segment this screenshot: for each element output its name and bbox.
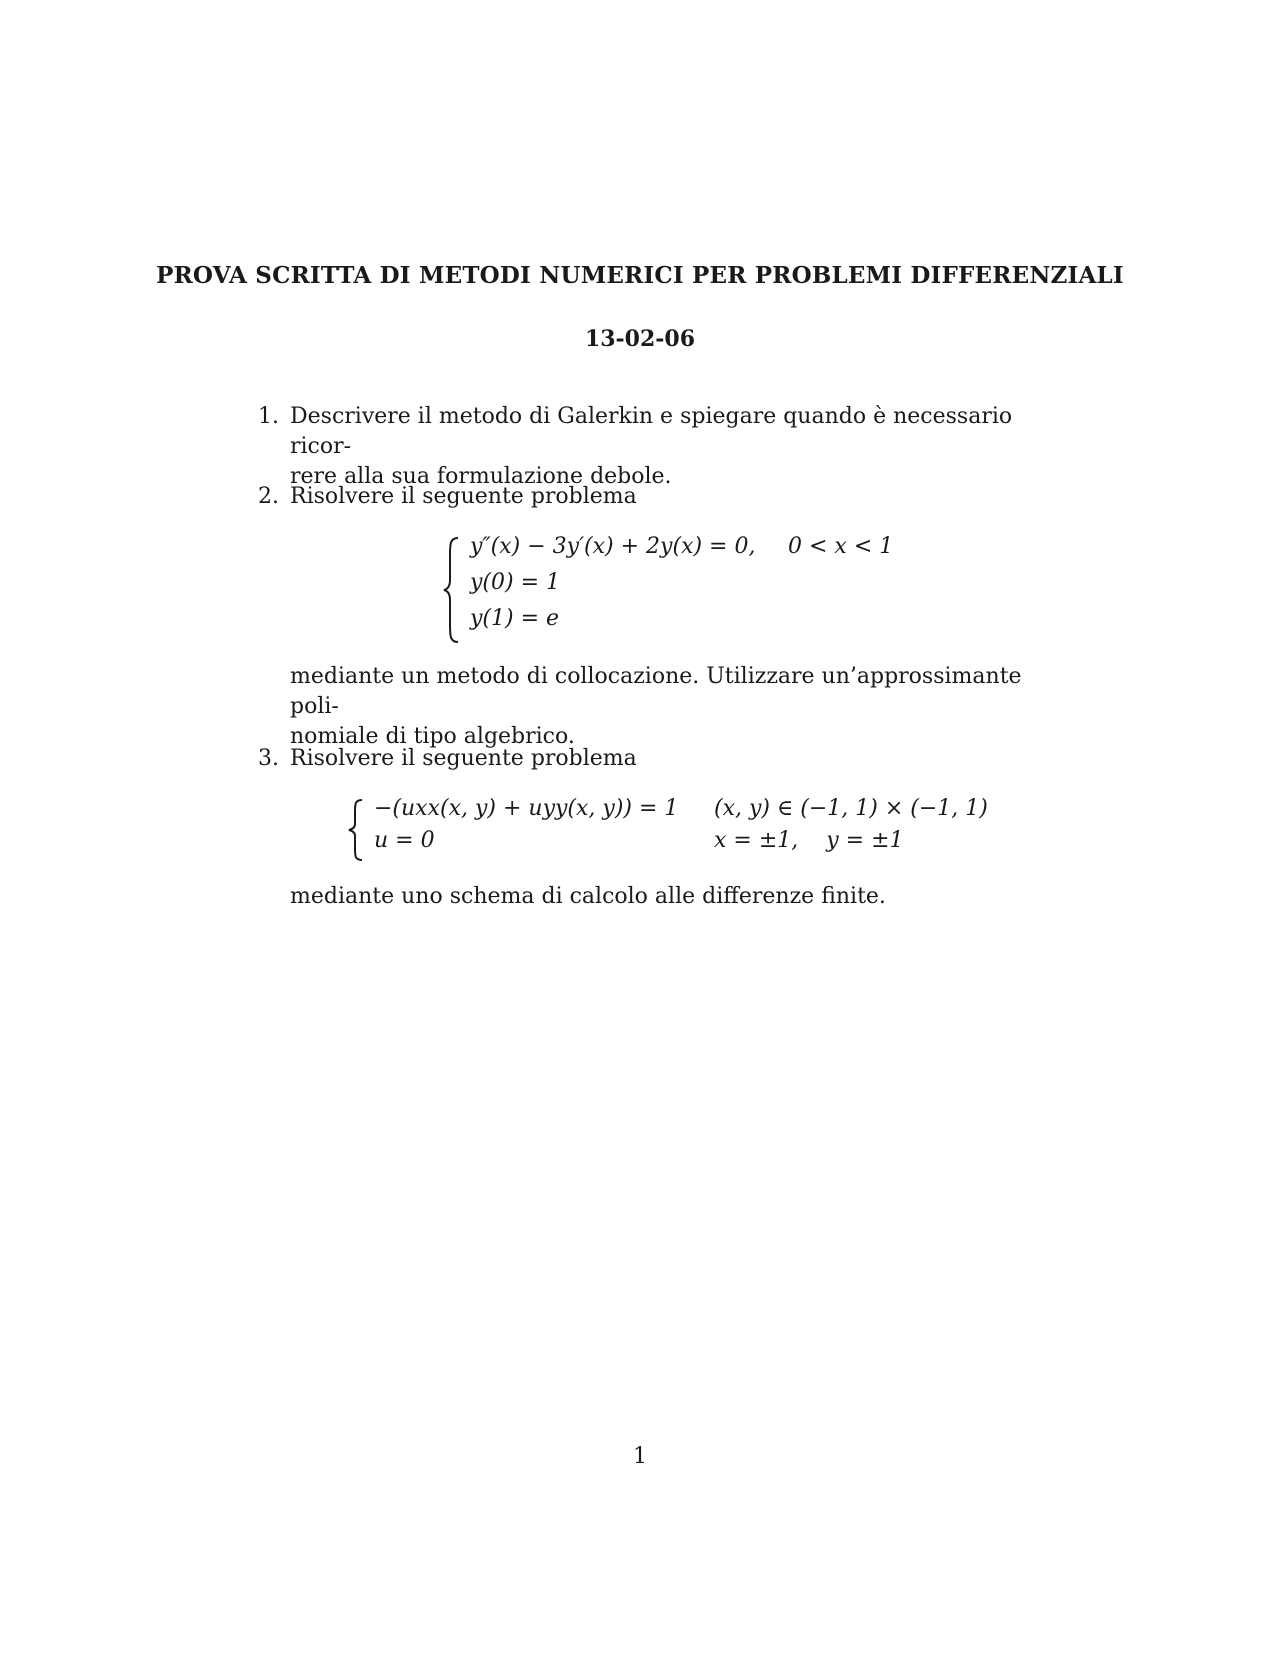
exercise-number: 2. <box>258 484 279 509</box>
exercise-number: 1. <box>258 404 279 429</box>
exercise-text-line: Descrivere il metodo di Galerkin e spiegare quando è necessario ricor- <box>290 404 1013 459</box>
exercise-1 <box>258 402 1058 489</box>
exercise-text-line: mediante un metodo di collocazione. Utilizzare un’approssimante poli- <box>290 664 1022 719</box>
exercise-intro: Risolvere il seguente problema <box>290 484 637 509</box>
equation-line: y(1) = e <box>470 606 560 631</box>
exercise-text-line: nomiale di tipo algebrico. <box>290 724 575 749</box>
equation-condition: 0 < x < 1 <box>788 534 894 559</box>
equation-system-2 <box>442 534 902 644</box>
page-title: PROVA SCRITTA DI METODI NUMERICI PER PROBLEMI DIFFERENZIALI <box>156 262 1124 289</box>
exercise-3 <box>258 744 1058 778</box>
equation-line: y(0) = 1 <box>470 570 561 595</box>
exercise-2-continuation <box>258 662 1058 749</box>
exercise-number: 3. <box>258 746 279 771</box>
left-brace-icon <box>346 798 366 862</box>
page-number: 1 <box>633 1444 647 1469</box>
equation-condition: (x, y) ∈ (−1, 1) × (−1, 1) <box>714 796 988 821</box>
equation-line: y″(x) − 3y′(x) + 2y(x) = 0, <box>470 534 756 559</box>
equation-condition: x = ±1, y = ±1 <box>714 828 904 853</box>
exercise-intro: Risolvere il seguente problema <box>290 746 637 771</box>
equation-line: u = 0 <box>374 828 435 853</box>
equation-line: −(uxx(x, y) + uyy(x, y)) = 1 <box>374 796 679 821</box>
exercise-3-continuation <box>258 882 1058 916</box>
exercise-text-line: rere alla sua formulazione debole. <box>290 464 672 489</box>
equation-system-3 <box>346 796 986 866</box>
exercise-text-line: mediante uno schema di calcolo alle differenze finite. <box>290 884 886 909</box>
exam-date: 13-02-06 <box>584 326 696 352</box>
left-brace-icon <box>442 536 462 644</box>
